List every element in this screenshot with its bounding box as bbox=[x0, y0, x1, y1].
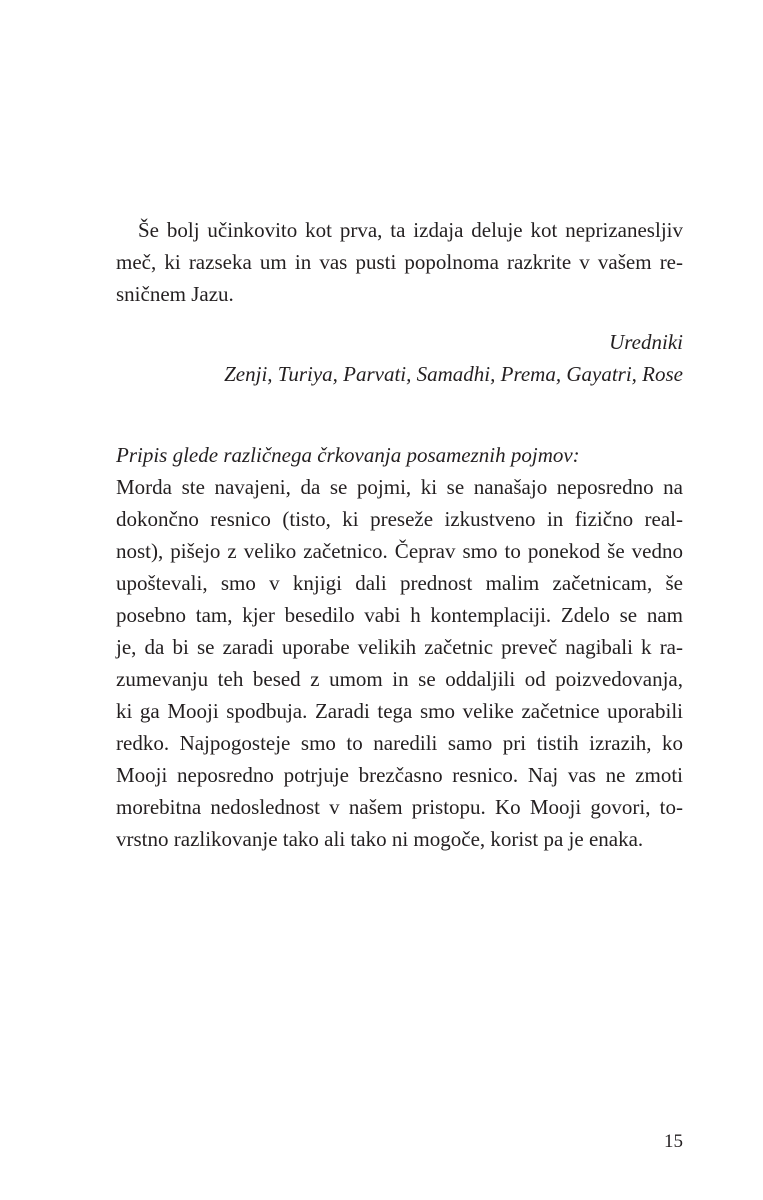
note-line: vrstno razlikovanje tako ali tako ni mogoče, korist pa je enaka. bbox=[116, 827, 644, 851]
intro-line: Še bolj učinkovito kot prva, ta izdaja deluje kot neprizanesljiv bbox=[138, 218, 683, 242]
note-line: redko. Najpogosteje smo to naredili samo pri tistih izrazih, ko bbox=[116, 731, 683, 755]
note-line: morebitna nedoslednost v našem pristopu. Ko Mooji govori, to- bbox=[116, 795, 683, 819]
intro-line: sničnem Jazu. bbox=[116, 282, 234, 306]
note-line: ki ga Mooji spodbuja. Zaradi tega smo velike začetnice uporabili bbox=[116, 699, 683, 723]
note-heading: Pripis glede različnega črkovanja posameznih pojmov: bbox=[116, 443, 580, 467]
note-line: dokončno resnico (tisto, ki preseže izkustveno in fizično real- bbox=[116, 507, 683, 531]
editors-label: Uredniki bbox=[609, 330, 683, 354]
note-line: Mooji neposredno potrjuje brezčasno resnico. Naj vas ne zmoti bbox=[116, 763, 683, 787]
note-line: posebno tam, kjer besedilo vabi h kontemplaciji. Zdelo se nam bbox=[116, 603, 683, 627]
note-line: zumevanju teh besed z umom in se oddaljili od poizvedovanja, bbox=[116, 667, 683, 691]
note-line: nost), pišejo z veliko začetnico. Čeprav smo to ponekod še vedno bbox=[116, 539, 683, 563]
intro-line: meč, ki razseka um in vas pusti popolnoma razkrite v vašem re- bbox=[116, 250, 683, 274]
note-line: je, da bi se zaradi uporabe velikih začetnic preveč nagibali k ra- bbox=[116, 635, 683, 659]
page-number: 15 bbox=[664, 1131, 683, 1152]
note-line: Morda ste navajeni, da se pojmi, ki se nanašajo neposredno na bbox=[116, 475, 683, 499]
editors-names: Zenji, Turiya, Parvati, Samadhi, Prema, Gayatri, Rose bbox=[224, 362, 683, 386]
note-line: upoštevali, smo v knjigi dali prednost malim začetnicam, še bbox=[116, 571, 683, 595]
